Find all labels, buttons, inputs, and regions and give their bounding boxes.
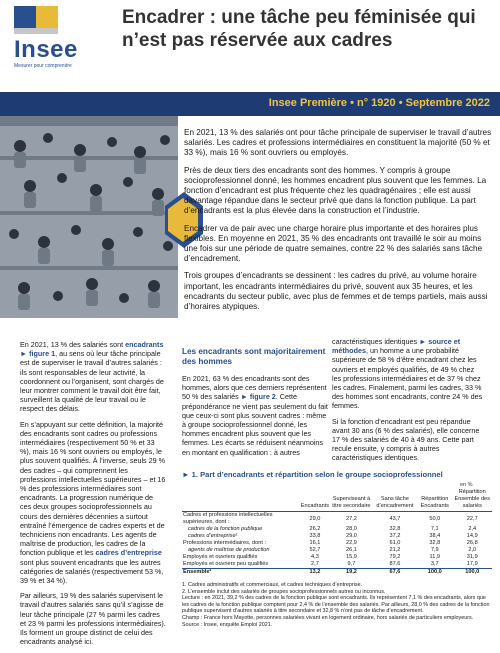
text-run: . Cette prépondérance ne vient pas seulement du fait que ceux-ci sont plus souvent cadres : même à groupe socioprofessionnel donné, les hommes encadrent plus souvent que les femmes. Les écarts se réduisent néanmoins en montant en qualification : à autres <box>182 392 328 457</box>
table-row-label: cadres de la fonction publique <box>188 526 263 532</box>
table-cell: 22,7 <box>466 515 478 522</box>
table-cell: 15,9 <box>345 554 357 560</box>
table-cell: 21,2 <box>389 547 401 553</box>
table-cell: 26,8 <box>466 540 478 546</box>
table-header: Superviseant à titre secondaire <box>330 488 373 512</box>
table-header-row <box>182 488 492 512</box>
table-row-label: Employés et ouvriers peu qualifiés <box>183 561 269 567</box>
table-cell: 7,1 <box>430 526 439 532</box>
figure-1-link[interactable]: encadrants ► figure 1 <box>20 340 164 359</box>
table-header-blank <box>182 488 300 512</box>
crowd-illustration <box>0 116 178 318</box>
body-column-1 <box>20 340 166 653</box>
text-run: En 2021, 63 % des encadrants sont des hommes, alors que ces derniers représentent 50 % des salariés <box>182 374 327 402</box>
table-body <box>182 512 492 577</box>
table-cell: 43,7 <box>389 515 401 522</box>
table-header: Répartition Encadrants <box>417 488 452 512</box>
table-cell: 3,7 <box>430 561 439 567</box>
table-header: Répartition Ensemble des salariés <box>453 488 493 512</box>
table-cell: 32,8 <box>389 526 401 532</box>
table-cell: 29,0 <box>309 515 321 522</box>
note-line: Champ : France hors Mayotte, personnes salariées vivant en logement ordinaire, hors salariés de particuliers employeurs. <box>182 614 474 621</box>
summary-paragraph: Encadrer va de pair avec une charge horaire plus importante et des horaires plus flexibles. En moyenne en 2021, 35 % des encadrants ont travaillé le soir au moins une fois sur une période de quatre semaines, contre 22 % des salariés sans tâche d’encadrement. <box>184 223 483 264</box>
note-line: 2. L’ensemble inclut des salariés de groupes socioprofessionnels autres ou inconnus. <box>182 588 386 595</box>
note-line: 1. Cadres administratifs et commerciaux, et cadres techniques d’entreprise. <box>182 582 363 588</box>
table-cell: 33,8 <box>309 533 321 539</box>
summary-paragraph: Près de deux tiers des encadrants sont des hommes. Y compris à groupe socioprofessionnel donné, les hommes encadrent plus souvent que les femmes. La fonction d’encadrant est plus fréquente chez les quadragénaires ; elle est aussi davantage répandue dans le secteur privé que dans la fonction publique. La part d’encadrants est la plus élevée dans la construction et l’industrie. <box>184 165 487 216</box>
table-cell: 7,9 <box>430 547 439 553</box>
table-cell: 14,9 <box>466 533 478 539</box>
table-cell: 100,0 <box>417 569 452 577</box>
text-run: sont plus souvent encadrants que les autres catégories de salariés (respectivement 53 %, 39 % et 34 %). <box>20 557 164 586</box>
body-paragraph: Par ailleurs, 19 % des salariés supervisent le travail d’autres salariés sans qu’il s’agisse de leur tâche principale (27 % parmi les cadres et 23 % parmi les professions intermédiaires). Ils forment un groupe distinct de celui des encadrants analysé ici. <box>20 591 166 647</box>
table-cell: 100,0 <box>453 569 493 577</box>
table-cell: 50,0 <box>429 515 441 522</box>
table-row-label: Ensemble² <box>182 569 300 577</box>
body-paragraph <box>20 420 166 586</box>
table-cell: 27,2 <box>345 515 357 522</box>
table-cell: 22,9 <box>345 540 357 546</box>
table-total-row <box>182 569 492 577</box>
table-cell: 9,7 <box>347 561 356 567</box>
source-methodes-link[interactable]: ► source et méthodes <box>332 337 461 356</box>
table-row-label: Cadres et professions intellectuelles supérieures, dont : <box>183 512 273 525</box>
body-column-2 <box>182 347 328 463</box>
table-row <box>182 526 492 533</box>
text-run: , un homme a une probabilité supérieure de 58 % d’être encadrant chez les ouvriers et employés qualifiés, de 49 % chez les professions intermédiaires et de 37 % chez les cadres. Finalement, parmi les cadres, 33 % des hommes sont encadrants, contre 24 % des femmes. <box>332 346 483 411</box>
logo-blue-square <box>14 6 36 28</box>
note-line: Lecture : en 2021, 39,2 % des cadres de la fonction publique sont encadrants. Ils représentent 7,1 % des encadrants, alors que les cadres de la fonction publique comptent pour 2,4 % de l’ensemble des salariés. Par ailleurs, 28,0 % des cadres de la fonction publique supervisent d’autres salariés à titre secondaire et 32,8 % n’ont pas de tâche d’encadrement. <box>182 595 490 615</box>
cover-photo <box>0 116 178 318</box>
table-cell: 2,0 <box>468 547 477 553</box>
body-column-3 <box>332 337 484 469</box>
summary-paragraph: Trois groupes d’encadrants se dessinent : les cadres du privé, au volume horaire important, les encadrants intermédiaires du privé, souvent aux 35 heures, et les encadrants du secteur public, avec plus de femmes et de temps partiels, mais aussi d’horaires atypiques. <box>184 271 488 312</box>
table-cell: 4,3 <box>311 554 319 560</box>
table-row <box>182 547 492 554</box>
table-cell: 52,7 <box>309 547 321 553</box>
table-cell: 19,2 <box>330 569 373 577</box>
table-cell: 29,0 <box>345 533 357 539</box>
table-header: Sans tâche d’encadrement <box>373 488 417 512</box>
table-row <box>182 512 492 527</box>
table-row <box>182 540 492 547</box>
logo-wordmark: Insee <box>14 36 78 63</box>
table-cell: 31,9 <box>466 554 478 560</box>
table-cell: 13,2 <box>300 569 330 577</box>
summary <box>184 128 492 319</box>
body-paragraph <box>182 374 328 457</box>
table-cell: 79,2 <box>389 554 401 560</box>
publication-reference: Insee Première • n° 1920 • Septembre 2022 <box>268 97 490 109</box>
logo-tagline: Mesurer pour comprendre <box>14 63 72 69</box>
table-cell: 32,8 <box>429 540 441 546</box>
table-row <box>182 533 492 540</box>
table-cell: 26,1 <box>345 547 357 553</box>
table-cell: 37,2 <box>389 533 401 539</box>
table-row-label: cadres d’entreprise¹ <box>188 533 238 539</box>
publication-band <box>0 92 500 116</box>
summary-paragraph: En 2021, 13 % des salariés ont pour tâche principale de superviser le travail d’autres salariés. Les cadres et professions intermédiaires en constituent la majorité (50 % et 33 %), mais 16 % sont ouvriers ou employés. <box>184 128 492 158</box>
table-cell: 28,0 <box>345 526 357 532</box>
body-paragraph: Si la fonction d’encadrant est peu répandue avant 30 ans (6 % des salariés), elle concerne 17 % des salariés de 40 à 49 ans. Cette part recule ensuite, y compris à autres caractéristiques identiques. <box>332 416 480 463</box>
table-title: ► 1. Part d’encadrants et répartition selon le groupe socioprofessionnel <box>182 470 443 479</box>
table-cell: 26,2 <box>309 526 321 532</box>
logo-yellow-square <box>36 6 58 28</box>
table-row-label: Employés et ouvriers qualifiés <box>183 554 258 560</box>
table-cell: 17,9 <box>466 561 478 567</box>
cadres-entreprise-link[interactable]: cadres d’entreprise <box>95 548 162 558</box>
table-unit: en % <box>460 482 473 488</box>
note-line: Source : Insee, enquête Emploi 2021. <box>182 621 273 628</box>
insee-logo[interactable] <box>0 0 108 82</box>
table-cell: 87,6 <box>389 561 401 567</box>
table-cell: 2,7 <box>311 561 319 567</box>
table-row <box>182 554 492 561</box>
table-cell: 61,0 <box>389 540 401 546</box>
section-heading: Les encadrants sont majoritairement des hommes <box>182 347 326 366</box>
table-row-label: agents de maîtrise de production <box>188 547 270 553</box>
figure-2-link[interactable]: ► figure 2 <box>240 392 276 402</box>
table-cell: 2,4 <box>468 526 477 532</box>
page-title: Encadrer : une tâche peu féminisée qui n’est pas réservée aux cadres <box>122 7 476 51</box>
table-cell: 38,4 <box>429 533 441 539</box>
text-run: En 2021, 13 % des salariés sont <box>20 340 126 349</box>
table-row-label: Professions intermédiaires, dont : <box>183 540 267 546</box>
text-run: En s’appuyant sur cette définition, la majorité des encadrants sont cadres ou professions intermédiaires (respectivement 50 % et 33 %), mais 16 % sont ouvriers ou employés, le plus souvent qualifiés. À l’inverse, seuls 29 % des cadres – qui comprennent les professions intellectuelles supérieures – et 16 % des professions intermédiaires sont encadrants. La progression numérique de ces deux groupes socioprofessionnels au cours des dernières décennies a surtout entraîné l’émergence de cadres experts et de techniciens non encadrants. Les agents de maîtrise de production, les cadres de la fonction publique et les <box>20 419 166 558</box>
text-run: caractéristiques identiques <box>332 337 420 346</box>
table-cell: 67,6 <box>373 569 417 577</box>
body-paragraph <box>332 337 484 411</box>
table-row <box>182 561 492 569</box>
text-run: , au sens où leur tâche principale est de superviser le travail d’autres salariés : ils sont responsables de leur activité, la coordonnent ou l’organisent, sont chargés de leur montrer comment le travail doit être fait, surveillent la qualité de leur travail ou le respect des délais. <box>20 349 164 414</box>
table-header: Encadrants <box>300 488 330 512</box>
logo-grey-bar <box>14 28 58 34</box>
table-cell: 11,9 <box>429 554 441 560</box>
table-notes <box>182 582 492 628</box>
data-table <box>182 488 492 576</box>
table-cell: 16,1 <box>309 540 321 546</box>
body-paragraph <box>20 340 166 414</box>
